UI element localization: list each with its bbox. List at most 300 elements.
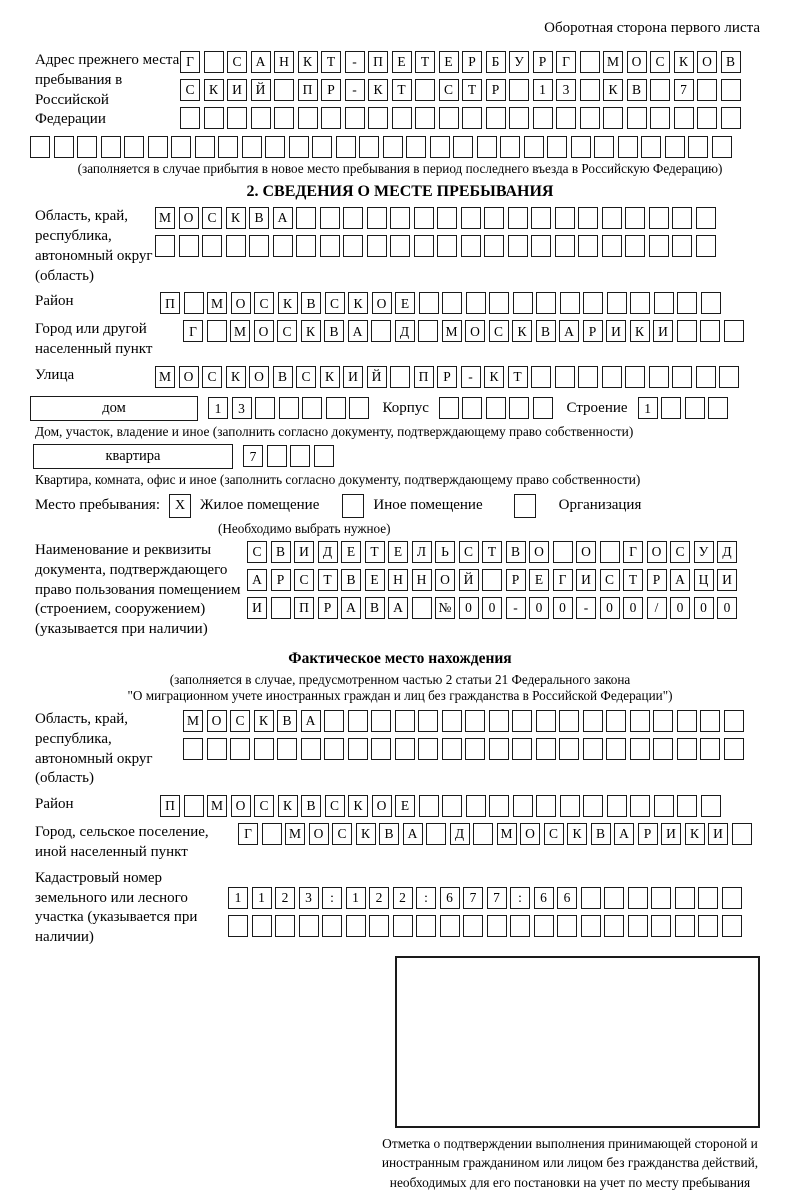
char-box — [677, 710, 697, 732]
char-box — [509, 397, 529, 419]
char-box: 2 — [369, 887, 389, 909]
char-box: К — [484, 366, 504, 388]
char-box: 7 — [674, 79, 694, 101]
char-box: 2 — [275, 887, 295, 909]
char-box — [442, 738, 462, 760]
char-box — [484, 207, 504, 229]
char-box — [630, 710, 650, 732]
char-box — [547, 136, 567, 158]
char-box — [536, 710, 556, 732]
char-box — [630, 795, 650, 817]
char-box: А — [348, 320, 368, 342]
char-box: П — [414, 366, 434, 388]
apartment-row — [33, 444, 800, 469]
char-box — [698, 915, 718, 937]
char-boxes-row — [247, 541, 741, 563]
char-box: Е — [439, 51, 459, 73]
char-box — [628, 887, 648, 909]
char-box: - — [576, 597, 596, 619]
char-box: И — [247, 597, 267, 619]
char-box: Т — [365, 541, 385, 563]
char-box: Е — [388, 541, 408, 563]
char-box — [486, 107, 506, 129]
char-box: С — [180, 79, 200, 101]
char-box: Н — [412, 569, 432, 591]
char-box — [367, 207, 387, 229]
char-box — [641, 136, 661, 158]
char-box: О — [372, 795, 392, 817]
document-label: Наименование и реквизиты документа, подтверждающего право пользования помещением (строением, сооружением) (указывается при наличии) — [35, 541, 241, 638]
char-box: Т — [392, 79, 412, 101]
char-box: П — [160, 795, 180, 817]
char-box: Е — [395, 795, 415, 817]
city-field — [0, 320, 800, 360]
char-box — [578, 235, 598, 257]
char-box: К — [301, 320, 321, 342]
char-box — [442, 710, 462, 732]
char-box — [553, 541, 573, 563]
char-box — [700, 738, 720, 760]
char-box: 7 — [463, 887, 483, 909]
char-box — [274, 79, 294, 101]
char-box — [701, 292, 721, 314]
char-box: С — [227, 51, 247, 73]
char-box — [625, 235, 645, 257]
char-box — [324, 710, 344, 732]
char-box: О — [207, 710, 227, 732]
char-box — [228, 915, 248, 937]
char-box: О — [309, 823, 329, 845]
char-box — [346, 915, 366, 937]
char-box — [602, 366, 622, 388]
char-box — [371, 710, 391, 732]
char-box — [368, 107, 388, 129]
char-box — [477, 136, 497, 158]
char-box — [700, 710, 720, 732]
char-box: М — [285, 823, 305, 845]
char-box: К — [674, 51, 694, 73]
char-box — [406, 136, 426, 158]
char-box: Р — [583, 320, 603, 342]
char-box: 1 — [346, 887, 366, 909]
char-box: 1 — [252, 887, 272, 909]
region-label: Область, край, республика, автономный округ (область) — [35, 208, 153, 284]
char-box — [618, 136, 638, 158]
char-box: А — [559, 320, 579, 342]
char-box: С — [489, 320, 509, 342]
char-box — [359, 136, 379, 158]
option-organization-label: Организация — [558, 497, 642, 514]
house-box: дом — [30, 396, 198, 421]
char-box — [486, 397, 506, 419]
char-box — [675, 915, 695, 937]
char-box — [465, 738, 485, 760]
char-box — [581, 887, 601, 909]
char-box — [371, 738, 391, 760]
char-box: Ь — [435, 541, 455, 563]
char-box: А — [301, 710, 321, 732]
char-box — [732, 823, 752, 845]
cadastre-rows — [228, 887, 745, 937]
char-box — [414, 207, 434, 229]
char-box — [513, 795, 533, 817]
char-box — [560, 292, 580, 314]
char-box — [442, 795, 462, 817]
document-rows — [247, 541, 741, 619]
char-box: Т — [318, 569, 338, 591]
char-boxes-row — [180, 51, 744, 73]
char-box: 6 — [440, 887, 460, 909]
char-box: Т — [321, 51, 341, 73]
char-box — [155, 235, 175, 257]
fact-region-label: Область, край, республика, автономный округ (область) — [35, 710, 153, 787]
char-box: П — [298, 79, 318, 101]
stay-place-label: Место пребывания: — [35, 497, 160, 514]
char-box — [484, 235, 504, 257]
char-box — [226, 235, 246, 257]
char-boxes-row — [160, 292, 724, 314]
char-box — [207, 320, 227, 342]
char-box — [301, 738, 321, 760]
prev-address-label: Адрес прежнего места пребывания в Российской Федерации — [35, 52, 180, 128]
char-box — [712, 136, 732, 158]
char-box — [604, 887, 624, 909]
char-box: О — [231, 292, 251, 314]
fact-location-note2: "О миграционном учете иностранных граждан и лиц без гражданства в Российской Федерации") — [127, 687, 673, 703]
char-box — [583, 738, 603, 760]
char-box — [419, 795, 439, 817]
char-box — [393, 915, 413, 937]
char-box: П — [294, 597, 314, 619]
char-box — [675, 887, 695, 909]
char-box — [348, 738, 368, 760]
char-box — [630, 738, 650, 760]
char-box: В — [365, 597, 385, 619]
char-box — [414, 235, 434, 257]
char-box — [509, 107, 529, 129]
char-box: 0 — [623, 597, 643, 619]
char-box — [251, 107, 271, 129]
char-box: 2 — [393, 887, 413, 909]
char-box — [489, 710, 509, 732]
char-box: О — [231, 795, 251, 817]
char-box — [312, 136, 332, 158]
char-box: С — [202, 207, 222, 229]
char-box — [685, 397, 705, 419]
char-boxes-row — [247, 569, 741, 591]
char-box: О — [465, 320, 485, 342]
char-box — [722, 887, 742, 909]
char-box: В — [301, 795, 321, 817]
char-box — [724, 738, 744, 760]
char-box: М — [207, 795, 227, 817]
char-box: 0 — [694, 597, 714, 619]
char-box — [697, 79, 717, 101]
char-box — [600, 541, 620, 563]
char-box: О — [435, 569, 455, 591]
char-box — [473, 823, 493, 845]
char-box: Д — [318, 541, 338, 563]
char-box: Р — [506, 569, 526, 591]
char-box — [606, 710, 626, 732]
char-box: Е — [392, 51, 412, 73]
char-box — [665, 136, 685, 158]
char-box: В — [341, 569, 361, 591]
char-box — [322, 915, 342, 937]
document-field — [0, 541, 800, 640]
char-box: С — [439, 79, 459, 101]
char-box: 7 — [487, 887, 507, 909]
char-box: К — [567, 823, 587, 845]
char-box — [509, 79, 529, 101]
char-box: Б — [486, 51, 506, 73]
fact-city-field — [0, 823, 800, 863]
char-box: И — [227, 79, 247, 101]
char-box: О — [179, 207, 199, 229]
char-box — [439, 397, 459, 419]
char-box: К — [226, 207, 246, 229]
char-box — [54, 136, 74, 158]
char-box: К — [685, 823, 705, 845]
char-box: 6 — [557, 887, 577, 909]
char-box: К — [356, 823, 376, 845]
char-box — [415, 79, 435, 101]
char-box: Д — [395, 320, 415, 342]
char-box: В — [249, 207, 269, 229]
char-box — [555, 207, 575, 229]
char-boxes-row — [155, 235, 719, 257]
char-box: П — [160, 292, 180, 314]
char-box — [296, 235, 316, 257]
char-box: И — [343, 366, 363, 388]
char-box: О — [627, 51, 647, 73]
char-box — [487, 915, 507, 937]
char-boxes-row — [180, 79, 744, 101]
char-box — [324, 738, 344, 760]
char-box — [719, 366, 739, 388]
char-box — [559, 738, 579, 760]
char-box — [184, 292, 204, 314]
char-box: Е — [365, 569, 385, 591]
char-box — [677, 738, 697, 760]
char-box — [296, 207, 316, 229]
char-box — [302, 397, 322, 419]
char-box: М — [207, 292, 227, 314]
char-box: 0 — [482, 597, 502, 619]
char-box — [651, 915, 671, 937]
char-box — [696, 207, 716, 229]
char-box — [602, 235, 622, 257]
char-box: Р — [271, 569, 291, 591]
street-field — [0, 366, 800, 388]
char-box — [289, 136, 309, 158]
option-residential-label: Жилое помещение — [200, 497, 320, 514]
char-box — [607, 795, 627, 817]
char-box: В — [277, 710, 297, 732]
char-box — [184, 795, 204, 817]
char-box — [571, 136, 591, 158]
char-box — [580, 51, 600, 73]
char-box — [369, 915, 389, 937]
char-box: В — [721, 51, 741, 73]
char-box — [254, 738, 274, 760]
char-box — [625, 366, 645, 388]
char-box: В — [301, 292, 321, 314]
char-box — [390, 207, 410, 229]
char-box — [578, 207, 598, 229]
checkbox-residential: X — [169, 494, 191, 518]
korpus-label: Корпус — [382, 399, 429, 416]
char-box: А — [341, 597, 361, 619]
char-box: Р — [437, 366, 457, 388]
fact-region-rows — [183, 710, 747, 760]
char-box — [252, 915, 272, 937]
char-box: 0 — [529, 597, 549, 619]
char-box: М — [183, 710, 203, 732]
char-box — [602, 207, 622, 229]
char-box: С — [247, 541, 267, 563]
char-boxes-row — [439, 397, 557, 419]
char-box: 1 — [208, 397, 228, 419]
char-box: Р — [638, 823, 658, 845]
char-box — [326, 397, 346, 419]
char-box — [367, 235, 387, 257]
char-box: Р — [486, 79, 506, 101]
char-box — [508, 207, 528, 229]
char-box — [650, 79, 670, 101]
house-row — [30, 396, 800, 421]
char-boxes-row — [243, 445, 337, 467]
char-box: Р — [533, 51, 553, 73]
char-box: А — [251, 51, 271, 73]
checkbox-organization — [514, 494, 536, 518]
char-box: М — [155, 207, 175, 229]
char-box — [179, 235, 199, 257]
char-box — [604, 915, 624, 937]
char-box — [559, 710, 579, 732]
char-box — [442, 292, 462, 314]
char-box — [267, 445, 287, 467]
char-box: Н — [388, 569, 408, 591]
char-boxes-row — [228, 887, 745, 909]
char-box — [101, 136, 121, 158]
char-box: К — [204, 79, 224, 101]
char-box: И — [576, 569, 596, 591]
char-box: С — [254, 795, 274, 817]
char-box — [721, 107, 741, 129]
char-box: Р — [647, 569, 667, 591]
char-box — [415, 107, 435, 129]
char-box — [580, 79, 600, 101]
char-box: Г — [553, 569, 573, 591]
char-box: С — [325, 795, 345, 817]
char-box — [594, 136, 614, 158]
char-box: О — [179, 366, 199, 388]
prev-address-field — [0, 51, 800, 130]
char-box — [430, 136, 450, 158]
char-box: К — [348, 795, 368, 817]
district-field — [0, 292, 800, 314]
char-box — [180, 107, 200, 129]
char-box: П — [368, 51, 388, 73]
char-box — [265, 136, 285, 158]
char-box — [531, 235, 551, 257]
char-box: Й — [367, 366, 387, 388]
char-boxes-row — [247, 597, 741, 619]
char-box — [392, 107, 412, 129]
char-box — [204, 107, 224, 129]
char-box — [534, 915, 554, 937]
char-box: Е — [529, 569, 549, 591]
char-box: К — [254, 710, 274, 732]
char-box — [606, 738, 626, 760]
char-box: № — [435, 597, 455, 619]
char-box — [654, 292, 674, 314]
char-box — [336, 136, 356, 158]
char-box: 0 — [600, 597, 620, 619]
char-box — [500, 136, 520, 158]
char-box — [255, 397, 275, 419]
char-box: К — [320, 366, 340, 388]
char-box — [603, 107, 623, 129]
char-box — [204, 51, 224, 73]
char-boxes-row — [638, 397, 732, 419]
char-box — [390, 235, 410, 257]
char-box — [677, 795, 697, 817]
char-box — [227, 107, 247, 129]
char-box — [512, 738, 532, 760]
char-box — [489, 738, 509, 760]
char-box: Т — [508, 366, 528, 388]
char-box — [696, 235, 716, 257]
char-box — [649, 235, 669, 257]
char-box — [218, 136, 238, 158]
confirmation-stamp-box — [395, 956, 760, 1128]
char-box — [625, 207, 645, 229]
char-box — [672, 366, 692, 388]
char-box — [343, 235, 363, 257]
char-box — [701, 795, 721, 817]
char-box: Т — [462, 79, 482, 101]
char-box: М — [497, 823, 517, 845]
char-box: В — [627, 79, 647, 101]
char-box — [183, 738, 203, 760]
char-box: А — [273, 207, 293, 229]
char-box: О — [697, 51, 717, 73]
char-box — [649, 207, 669, 229]
char-box: К — [226, 366, 246, 388]
char-box — [30, 136, 50, 158]
char-box: Г — [238, 823, 258, 845]
char-box — [674, 107, 694, 129]
char-box — [628, 915, 648, 937]
option-other-premises-label: Иное помещение — [373, 497, 483, 514]
char-box: В — [324, 320, 344, 342]
char-box — [273, 235, 293, 257]
char-boxes-row — [155, 366, 743, 388]
fact-location-title: Фактическое место нахождения — [288, 649, 512, 667]
char-box — [299, 915, 319, 937]
char-box: К — [278, 795, 298, 817]
char-box — [290, 445, 310, 467]
char-box: Т — [482, 541, 502, 563]
char-box — [489, 292, 509, 314]
char-box: - — [461, 366, 481, 388]
char-box: 3 — [556, 79, 576, 101]
char-box: И — [717, 569, 737, 591]
char-box — [465, 710, 485, 732]
char-box — [439, 107, 459, 129]
